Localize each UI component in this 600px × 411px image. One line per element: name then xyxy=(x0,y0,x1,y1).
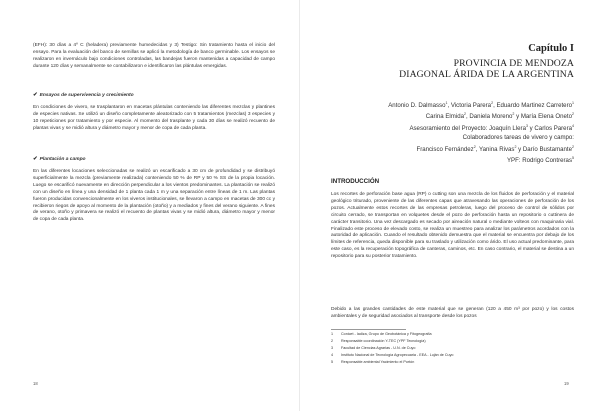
collab-sup: 2 xyxy=(572,144,574,149)
footnote-number: 2 xyxy=(331,338,334,343)
chapter-title: Capítulo I xyxy=(528,43,574,54)
author-name: Antonio D. Dalmasso xyxy=(388,102,446,110)
advisor-text: y Carlos Parera xyxy=(527,124,572,132)
author-sup: 2 xyxy=(512,112,515,117)
paragraph-text: En condiciones de vivero, se trasplantaron en macetas plántulas conteniendo las diferentes mezclas y plantines de especies nativas. Se utilizó un diseño completamente aleatorizado con 5 tratamientos (mezclas) 3 especies y 10 repeticiones por tratamiento y por especie. Al momento del trasplante y cada 30 días se realizó recuento de plantas vivas y se midió altura y diámetro mayor y menor de copa de cada planta. xyxy=(33,105,275,131)
author-name: , Victoria Parera xyxy=(447,102,492,110)
province-title: PROVINCIA DE MENDOZA xyxy=(453,58,574,69)
footnote-number: 5 xyxy=(331,359,334,364)
left-paragraph-3 xyxy=(33,169,275,224)
collab-name: y Darío Bustamante xyxy=(516,145,572,153)
authors-line-1 xyxy=(388,99,574,110)
collab-name: , Yanina Rivas xyxy=(475,145,515,153)
collaborators-names xyxy=(388,143,574,154)
footnote-item xyxy=(331,345,571,352)
footnote-number: 3 xyxy=(331,345,334,350)
author-name: y María Elena Oneto xyxy=(514,113,572,121)
footnote-number: 4 xyxy=(331,352,334,357)
left-paragraph-2 xyxy=(33,105,275,133)
author-sup: 2 xyxy=(572,112,574,117)
section-heading-text: Ensayos de supervivencia y crecimiento xyxy=(39,92,134,98)
author-sup: 2 xyxy=(464,112,466,117)
footnote-item xyxy=(331,352,571,359)
advisor-sup: 4 xyxy=(572,123,574,128)
ypf-sup: 5 xyxy=(572,156,574,161)
footnote-text: Responsable coordinación Y-TEC (YPF Tecnología) xyxy=(341,338,426,343)
authors-block xyxy=(388,99,574,166)
ypf-text: YPF: Rodrigo Contreras xyxy=(506,157,572,165)
ypf-line xyxy=(388,154,574,165)
paragraph-text: (EFH): 30 días a 4º C (heladera) previamente humedecidas y 3) Testigo: Sin tratamiento hasta el inicio del ensayo. Para la evaluación del banco de semillas se aplicó la metodología de banco germinable. Los ensayos se realizaron en invernáculo bajo condiciones controladas, las bandejas fueron mantenidas a capacidad de campo durante 120 días y semanalmente se contabilizaron e identificaron las plántulas emergidas. xyxy=(33,43,275,69)
author-sup: 1 xyxy=(572,101,574,105)
authors-line-2 xyxy=(388,110,574,121)
collab-sup: 2 xyxy=(473,144,476,149)
footnote-text: Responsable ambiental Yacimiento el Portón xyxy=(341,359,415,364)
footnote-text: Facultad de Ciencias Agrarias - U.N. de Cuyo xyxy=(341,345,416,350)
paragraph-text: Debido a las grandes cantidades de este material que se generan (120 a 450 m³ por pozo) y los costos ambientales y de seguridad asociados al transporte desde los pozos xyxy=(331,307,574,319)
footnote-item xyxy=(331,331,571,338)
section-heading-plantacion xyxy=(33,156,86,162)
page-number-left: 18 xyxy=(33,381,38,386)
footnotes xyxy=(331,331,571,366)
footnote-item xyxy=(331,359,571,366)
footnote-divider xyxy=(331,329,406,330)
footnote-text: Instituto Nacional de Tecnología Agropecuaria - EEA - Luján de Cuyo xyxy=(341,352,454,357)
paragraph-text: En las diferentes locaciones seleccionadas se realizó un escarificado a 30 cm de profundidad y se distribuyó superficialmente la mezcla (previamente realizada) conteniendo 50 % de RP y 50 % SS de la propia locación. Luego se escarificó nuevamente en dirección perpendicular a los vientos predominantes. La plantación se realizó con un diseño en línea y una densidad de 1 planta cada 1 m y una separación entre líneas de 1 m. Las plantas fueron producidas convencionalmente en los viveros institucionales, se llevaron a campo en macetas de 300 cc y recibieron riegos de apoyo al momento de la plantación (otoño) y a mediados y fines del verano siguiente. A fines de verano, otoño y primavera se realizó el recuento de plantas vivas y se midió altura, diámetro mayor y menor de copa de cada planta. xyxy=(33,169,275,223)
author-sup: 2 xyxy=(491,101,494,105)
author-name: , Eduardo Martinez Carretero xyxy=(493,102,572,110)
intro-paragraph-2 xyxy=(331,307,574,321)
footnote-text: Conicet - Iadiza, Grupo de Geobotánica y Fitogeografía xyxy=(341,332,432,336)
page-number-right: 19 xyxy=(564,381,569,386)
region-title: DIAGONAL ÁRIDA DE LA ARGENTINA xyxy=(399,69,574,80)
author-name: Carina Elmida xyxy=(425,113,464,121)
checkmark-icon: ✔ xyxy=(33,156,38,162)
advisor-text: Asesoramiento del Proyecto: Joaquín Llera xyxy=(409,124,526,132)
author-name: , Daniela Moreno xyxy=(466,113,513,121)
advisors-line xyxy=(388,122,574,133)
collaborators-label: Colaboradores tareas de vivero y campo: xyxy=(462,134,574,142)
advisor-sup: 3 xyxy=(525,123,528,128)
footnote-number: 1 xyxy=(331,332,334,336)
author-sup: 1 xyxy=(445,101,448,105)
collab-sup: 2 xyxy=(514,144,517,149)
footnote-item xyxy=(331,338,571,345)
collab-name: Francisco Fernández xyxy=(416,145,474,153)
section-heading-text: Plantación a campo xyxy=(39,156,86,162)
intro-paragraph-1 xyxy=(331,192,574,261)
introduction-heading: INTRODUCCIÓN xyxy=(331,178,380,185)
checkmark-icon: ✔ xyxy=(33,92,38,98)
left-paragraph-1 xyxy=(33,43,275,71)
paragraph-text: Los recortes de perforación base agua (RP) o cutting son una mezcla de los fluidos de perforación y el material geológico triturado, proveniente de las diferentes capas que atravesando las operaciones de perforación de los pozos. Actualmente estos recortes de las empresas petroleras, luego del proceso de control de sólidos por circuito cerrado, se transportan en volquetes desde el pozo de perforación hasta un repositorio o cuttinera de carácter transitorio. Una vez descargado es secado por aireación natural o mediante volteos con maquinaria vial. Finalizado este proceso de elevado costo, se realiza un muestreo para analizar los parámetros acordados con la autoridad de aplicación. Cuando el resultado obtenido demuestra que el material se encuentra por debajo de los límites de referencia, queda disponible para su traslado y utilización como árido. El uso actual predominante, para este caso, es la recuperación topográfica de canteras, caminos, etc. En caso contrario, el material se destina a un repositorio para su posterior tratamiento. xyxy=(331,192,574,260)
section-heading-supervivencia xyxy=(33,92,134,98)
